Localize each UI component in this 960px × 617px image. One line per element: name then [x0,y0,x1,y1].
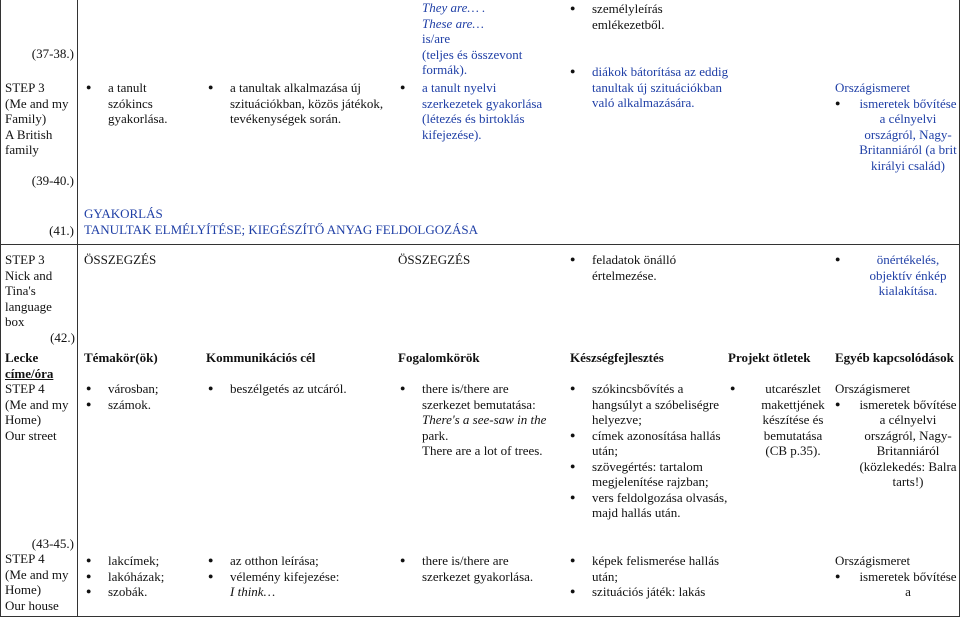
lesson-number-39-40 [2,173,74,189]
communication-line: I think… [230,584,276,599]
practice-subtitle: TANULTAK ELMÉLYÍTÉSE; KIEGÉSZÍTŐ ANYAG FELDOLGOZÁSA [84,221,479,237]
list-item: ● képek felismerése hallás után; [570,553,730,584]
topics-list-house [86,553,196,600]
lesson-line: (Me and my [5,566,69,582]
lesson-line: language [5,298,52,314]
lesson-label: (41.) [49,223,74,238]
list-item: ● vers feldolgozása olvasás, majd hallás után. [570,490,730,521]
lesson-number-43-45 [2,536,74,552]
table-left-border [0,0,1,617]
list-item: ● szituációs játék: lakás [570,584,730,600]
header-topics: Témakör(ök) [84,350,158,365]
lesson-number-41 [2,223,74,239]
culture-list [835,96,959,174]
concept-line: There's a see-saw in the [422,412,547,427]
summary-skills-list [570,252,730,283]
structure-line: These are… [422,15,484,31]
row-divider-1 [0,244,960,245]
structure-line: (teljes és összevont [422,46,523,62]
topics-list-street [86,381,196,412]
lesson-line: family [5,142,39,157]
list-item [400,381,565,459]
list-item: ● a tanult nyelvi szerkezetek gyakorlása (létezés és birtoklás kifejezése). [400,80,560,142]
lesson-line: Our house [5,597,59,613]
culture-list [835,397,959,490]
communication-list-house [208,553,393,600]
column-divider-1 [77,0,78,617]
lesson-line: (Me and my [5,396,69,412]
communication-list [208,80,398,127]
lesson-line: (42.) [50,329,75,345]
list-item: ● szókincsbővítés a hangsúlyt a szóbeliségre helyezve; [570,381,730,428]
list-item: ● címek azonosítása hallás után; [570,428,730,459]
header-other: Egyéb kapcsolódások [835,350,954,365]
lesson-cell-step4-house [5,551,77,613]
lesson-line: Tina's [5,283,36,298]
lesson-cell-step3 [5,80,77,158]
list-item: ● a tanultak alkalmazása új szituációkban, közös játékok, tevékenységek során. [208,80,398,127]
lesson-line: Family) [5,111,47,126]
list-item [208,569,393,600]
summary-label-2: ÖSSZEGZÉS [398,252,471,267]
lesson-line: STEP 4 [5,551,45,566]
list-item: ● ismeretek bővítése a [835,569,959,600]
lesson-line: Our street [5,427,57,443]
projects-list-street [730,381,834,459]
lesson-label: (43-45.) [31,536,74,551]
concept-line: park. [422,427,449,443]
lesson-label: (39-40.) [31,173,74,188]
lesson-cell-step3-nick [5,252,75,345]
lesson-line: STEP 3 [5,252,45,267]
header-projects: Projekt ötletek [728,350,811,365]
summary-other-list [835,252,959,299]
structure-line: They are… . [422,0,486,15]
list-item: ● városban; [86,381,196,397]
structure-line: is/are [422,31,451,46]
list-item: ● a tanult szókincs gyakorlása. [86,80,186,127]
list-item: ● az otthon leírása; [208,553,393,569]
lesson-header: címe/óra [5,365,54,381]
list-item: ● diákok bátorítása az eddig tanultak új szituációkban való alkalmazására. [570,64,730,111]
header-concepts: Fogalomkörök [398,350,480,365]
communication-list-street [208,381,393,397]
concept-line: ● there is/there are [422,553,509,568]
lesson-label: (37-38.) [31,46,74,61]
other-cell-house [835,553,959,600]
lesson-line: box [5,314,25,329]
structure-line: formák). [422,62,468,77]
list-item: ● személyleírás emlékezetből. [570,1,730,32]
lesson-number-37-38 [2,46,74,62]
structures-list [400,80,560,142]
lesson-line: Home) [5,582,42,597]
lesson-line: Home) [5,412,42,427]
list-item: ● ismeretek bővítése a célnyelvi országról, Nagy-Britanniáról (közlekedés: Balra tarts!) [835,397,959,490]
concepts-cell-street [400,381,565,459]
list-item: ● önértékelés, objektív énkép kialakítása. [835,252,959,299]
lesson-title-cell [5,350,75,443]
list-item: ● ismeretek bővítése a célnyelvi országról, Nagy-Britanniáról (a brit királyi család) [835,96,959,174]
lesson-line: Nick and [5,267,53,283]
list-item: ● utcarészlet makettjének készítése és bemutatása (CB p.35). [730,381,834,459]
list-item: ● szövegértés: tartalom megjelenítése rajzban; [570,459,730,490]
communication-line: ● vélemény kifejezése: [230,568,340,584]
list-item [400,553,565,584]
header-communication: Kommunikációs cél [206,350,316,365]
other-cell-street [835,381,959,490]
list-item: ● lakóházak; [86,569,196,585]
concept-line: szerkezet bemutatása: [422,396,536,412]
summary-label-1: ÖSSZEGZÉS [84,252,157,267]
culture-heading: Országismeret [835,80,911,95]
structures-continuation [422,0,562,78]
culture-heading: Országismeret [835,381,911,396]
skills-list [570,1,730,111]
lesson-header: Lecke [5,350,39,365]
lesson-line: A British [5,126,53,142]
culture-cell [835,80,959,173]
concept-line: ● there is/there are [422,381,509,396]
list-item: ● lakcímek; [86,553,196,569]
skills-list-street [570,381,730,521]
lesson-line: (Me and my [5,95,69,111]
concept-line: There are a lot of trees. [422,443,543,458]
concepts-list-house [400,553,565,584]
lesson-line: STEP 3 [5,80,45,95]
culture-heading: Országismeret [835,553,911,568]
header-skills: Készségfejlesztés [570,350,664,365]
practice-title: GYAKORLÁS [84,206,163,221]
list-item: ● beszélgetés az utcáról. [208,381,393,397]
concepts-list [400,381,565,459]
skills-list-house [570,553,730,600]
list-item: ● szobák. [86,584,196,600]
lesson-line: STEP 4 [5,381,45,396]
topic-list [86,80,186,127]
culture-list [835,569,959,600]
concept-line: szerkezet gyakorlása. [422,568,534,584]
practice-heading [84,206,584,237]
list-item: ● feladatok önálló értelmezése. [570,252,730,283]
list-item: ● számok. [86,397,196,413]
